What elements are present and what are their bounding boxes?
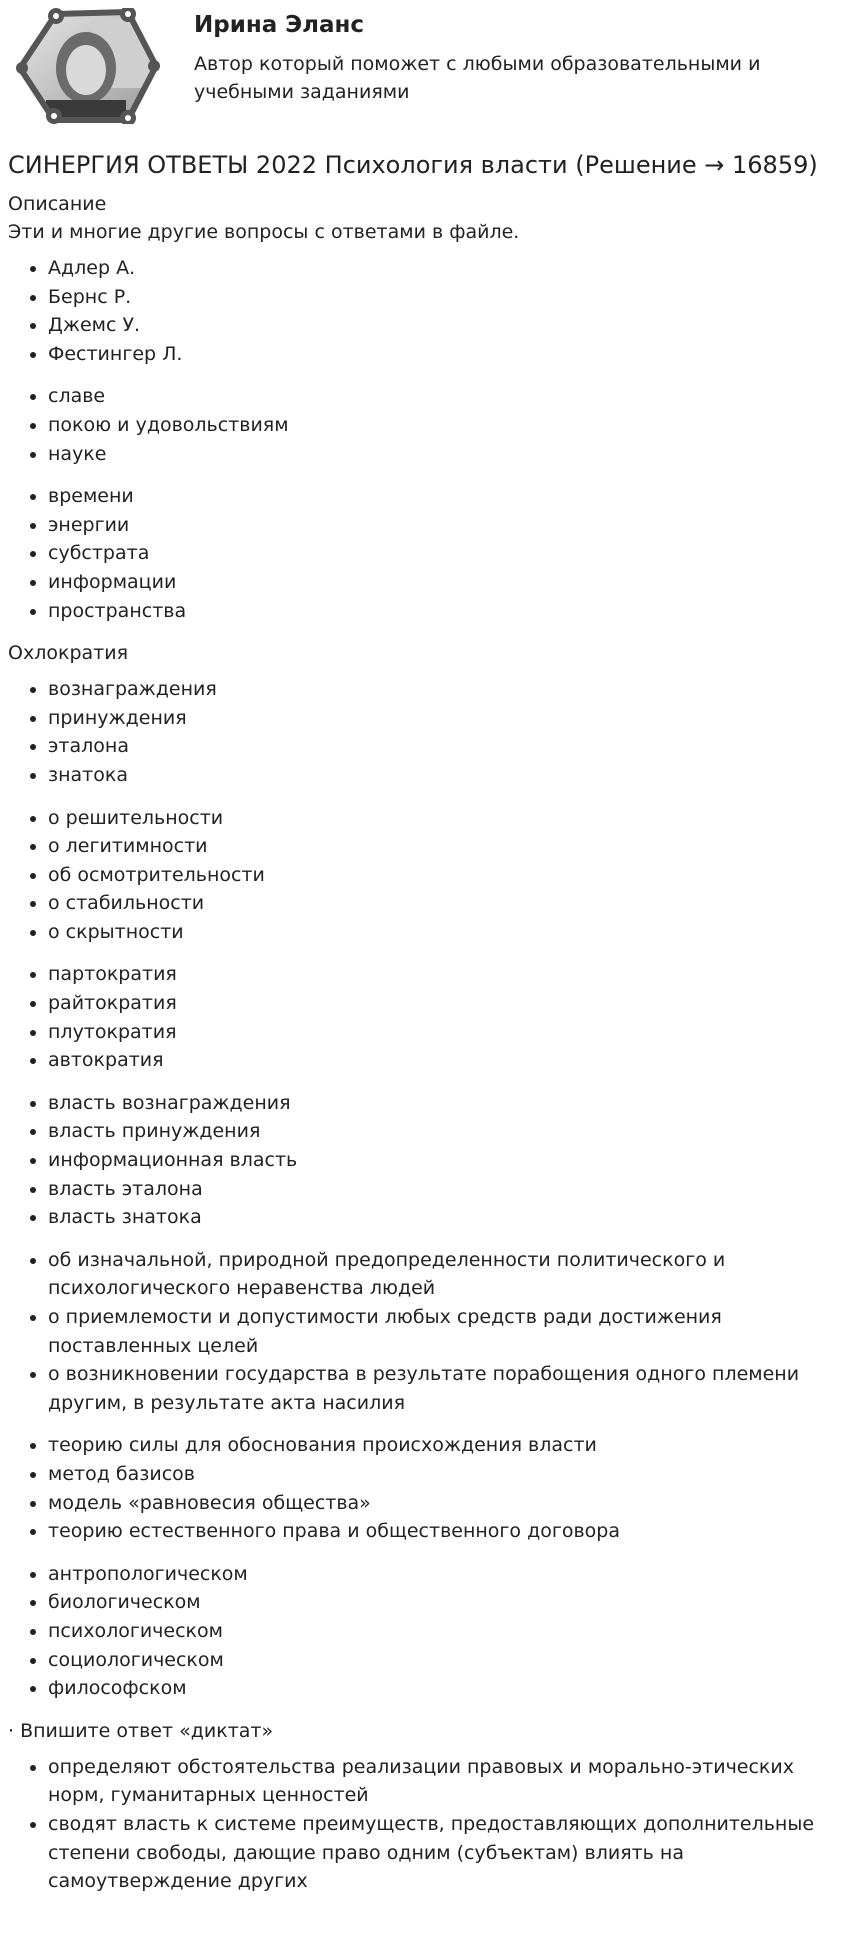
answer-list [8,960,847,1074]
author-name[interactable]: Ирина Эланс [194,12,365,38]
answer-option: • Бернс Р. [48,283,828,312]
answers-content [8,254,847,1896]
answer-option: • эталона [48,732,828,761]
answer-option: • теорию силы для обоснования происхождения власти [48,1431,828,1460]
answer-option: • плутократия [48,1018,828,1047]
author-avatar[interactable] [16,8,160,124]
answer-option: • вознаграждения [48,675,828,704]
answer-option: • об осмотрительности [48,861,828,890]
question-text: · Впишите ответ «диктат» [8,1719,274,1742]
author-card [8,0,847,140]
answer-option: • информации [48,568,828,597]
answer-list [8,1560,847,1703]
answer-option: • философском [48,1674,828,1703]
answer-list [8,675,847,789]
answer-option: • о возникновении государства в результате порабощения одного племени другим, в результате акта насилия [48,1360,828,1417]
answer-option: • власть эталона [48,1175,828,1204]
answer-option: • определяют обстоятельства реализации правовых и морально-этических норм, гуманитарных ценностей [48,1753,828,1810]
description-text: Эти и многие другие вопросы с ответами в файле. [8,221,520,243]
answer-option: • биологическом [48,1588,828,1617]
answer-option: • времени [48,482,828,511]
question-text: Охлократия [8,642,128,665]
answer-option: • об изначальной, природной предопределенности политического и психологического неравенства людей [48,1246,828,1303]
answer-option: • о скрытности [48,918,828,947]
answer-option: • покою и удовольствиям [48,411,828,440]
answer-list [8,1431,847,1545]
answer-option: • райтократия [48,989,828,1018]
answer-option: • субстрата [48,539,828,568]
answer-option: • пространства [48,597,828,626]
answer-option: • о решительности [48,804,828,833]
answer-list [8,1246,847,1418]
answer-option: • социологическом [48,1646,828,1675]
answer-option: • модель «равновесия общества» [48,1489,828,1518]
answer-option: • Адлер А. [48,254,828,283]
answer-option: • Джемс У. [48,311,828,340]
answer-option: • информационная власть [48,1146,828,1175]
answer-option: • сводят власть к системе преимуществ, предоставляющих дополнительные степени свободы, дающие право одним (субъектам) влиять на самоутверждение других [48,1810,828,1896]
answer-option: • о приемлемости и допустимости любых средств ради достижения поставленных целей [48,1303,828,1360]
answer-list [8,382,847,468]
answer-option: • теорию естественного права и общественного договора [48,1517,828,1546]
answer-option: • власть вознаграждения [48,1089,828,1118]
answer-option: • власть принуждения [48,1117,828,1146]
author-description: Автор который поможет с любыми образовательными и учебными заданиями [194,53,761,103]
answer-option: • энергии [48,511,828,540]
answer-option: • антропологическом [48,1560,828,1589]
answer-list [8,1089,847,1232]
answer-option: • автократия [48,1046,828,1075]
description-label: Описание [8,193,107,215]
answer-option: • Фестингер Л. [48,340,828,369]
answer-option: • партократия [48,960,828,989]
answer-option: • науке [48,440,828,469]
answer-option: • принуждения [48,704,828,733]
answer-option: • о легитимности [48,832,828,861]
answer-option: • славе [48,382,828,411]
answer-list [8,254,847,368]
answer-list [8,482,847,625]
page-title: СИНЕРГИЯ ОТВЕТЫ 2022 Психология власти (Решение → 16859) [8,151,818,179]
answer-option: • о стабильности [48,889,828,918]
answer-option: • метод базисов [48,1460,828,1489]
answer-list [8,804,847,947]
answer-option: • психологическом [48,1617,828,1646]
answer-list [8,1753,847,1896]
answer-option: • знатока [48,761,828,790]
answer-option: • власть знатока [48,1203,828,1232]
